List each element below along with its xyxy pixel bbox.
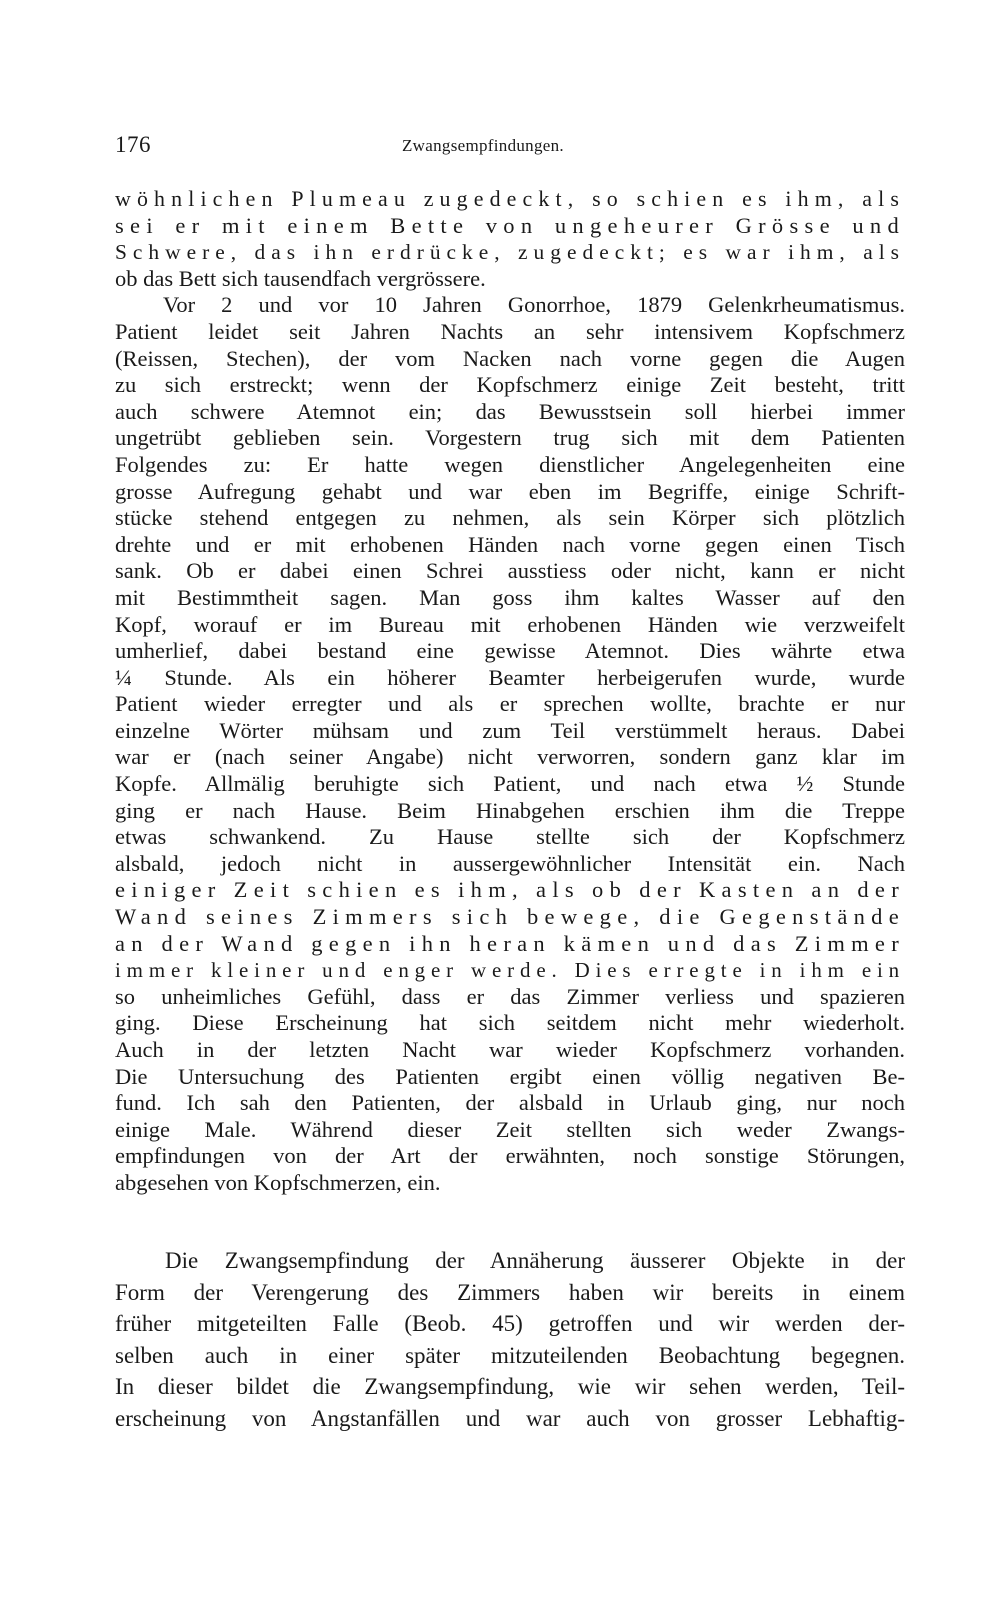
text-line: Kopf, worauf er im Bureau mit erhobenen Händen wie verzweifelt bbox=[115, 611, 905, 637]
text-line: Form der Verengerung des Zimmers haben wir bereits in einem bbox=[115, 1279, 905, 1305]
text-line: In dieser bildet die Zwangsempfindung, wie wir sehen werden, Teil- bbox=[115, 1374, 905, 1399]
text-line: einiger Zeit schien es ihm, als ob der Kasten an der bbox=[115, 877, 905, 903]
running-head bbox=[115, 132, 905, 166]
text-line: an der Wand gegen ihn heran kämen und das Zimmer bbox=[115, 930, 905, 956]
text-line: früher mitgeteilten Falle (Beob. 45) getroffen und wir werden der- bbox=[115, 1311, 905, 1336]
text-line: ging. Diese Erscheinung hat sich seitdem nicht mehr wiederholt. bbox=[115, 1010, 905, 1036]
text-line: Die Zwangsempfindung der Annäherung äusserer Objekte in der bbox=[165, 1248, 905, 1273]
text-line: alsbald, jedoch nicht in aussergewöhnlicher Intensität ein. Nach bbox=[115, 850, 905, 876]
text-line: empfindungen von der Art der erwähnten, noch sonstige Störungen, bbox=[115, 1143, 905, 1169]
text-line: stücke stehend entgegen zu nehmen, als sein Körper sich plötzlich bbox=[115, 505, 905, 531]
text-line: einige Male. Während dieser Zeit stellten sich weder Zwangs- bbox=[115, 1116, 905, 1142]
text-line: wöhnlichen Plumeau zugedeckt, so schien es ihm, als bbox=[115, 186, 905, 211]
text-line: Die Untersuchung des Patienten ergibt einen völlig negativen Be- bbox=[115, 1063, 905, 1089]
text-line: selben auch in einer später mitzuteilenden Beobachtung begegnen. bbox=[115, 1342, 905, 1368]
commentary-text bbox=[115, 1245, 905, 1434]
text-line: Kopfe. Allmälig beruhigte sich Patient, und nach etwa ½ Stunde bbox=[115, 771, 905, 797]
text-line: Vor 2 und vor 10 Jahren Gonorrhoe, 1879 Gelenkrheumatismus. bbox=[163, 292, 905, 318]
text-line: sank. Ob er dabei einen Schrei ausstiess oder nicht, kann er nicht bbox=[115, 558, 905, 584]
text-line: umherlief, dabei bestand eine gewisse Atemnot. Dies währte etwa bbox=[115, 638, 905, 664]
text-line: auch schwere Atemnot ein; das Bewusstsein soll hierbei immer bbox=[115, 398, 905, 424]
text-line: zu sich erstreckt; wenn der Kopfschmerz einige Zeit besteht, tritt bbox=[115, 372, 905, 398]
text-line: abgesehen von Kopfschmerzen, ein. bbox=[115, 1169, 441, 1195]
text-line: ¼ Stunde. Als ein höherer Beamter herbeigerufen wurde, wurde bbox=[115, 664, 905, 690]
text-line: sei er mit einem Bette von ungeheurer Grösse und bbox=[115, 212, 905, 238]
text-line: ungetrübt geblieben sein. Vorgestern trug sich mit dem Patienten bbox=[115, 425, 905, 451]
text-line: ob das Bett sich tausendfach vergrössere. bbox=[115, 265, 486, 291]
text-line: drehte und er mit erhobenen Händen nach vorne gegen einen Tisch bbox=[115, 531, 905, 557]
text-line: Schwere, das ihn erdrücke, zugedeckt; es war ihm, als bbox=[115, 240, 905, 265]
text-line: (Reissen, Stechen), der vom Nacken nach vorne gegen die Augen bbox=[115, 345, 905, 371]
case-report-text bbox=[115, 186, 905, 1197]
text-line: etwas schwankend. Zu Hause stellte sich der Kopfschmerz bbox=[115, 824, 905, 850]
page-number: 176 bbox=[115, 132, 151, 157]
text-line: Auch in der letzten Nacht war wieder Kopfschmerz vorhanden. bbox=[115, 1037, 905, 1062]
text-line: einzelne Wörter mühsam und zum Teil verstümmelt heraus. Dabei bbox=[115, 717, 905, 743]
text-line: Folgendes zu: Er hatte wegen dienstlicher Angelegenheiten eine bbox=[115, 451, 905, 477]
text-line: war er (nach seiner Angabe) nicht verworren, sondern ganz klar im bbox=[115, 744, 905, 770]
text-line: so unheimliches Gefühl, dass er das Zimmer verliess und spazieren bbox=[115, 983, 905, 1009]
text-line: fund. Ich sah den Patienten, der alsbald in Urlaub ging, nur noch bbox=[115, 1090, 905, 1116]
text-line: erscheinung von Angstanfällen und war auch von grosser Lebhaftig- bbox=[115, 1405, 905, 1431]
text-line: ging er nach Hause. Beim Hinabgehen erschien ihm die Treppe bbox=[115, 797, 905, 823]
text-line: Patient wieder erregter und als er sprechen wollte, brachte er nur bbox=[115, 691, 905, 717]
text-line: grosse Aufregung gehabt und war eben im Begriffe, einige Schrift- bbox=[115, 478, 905, 504]
text-line: mit Bestimmtheit sagen. Man goss ihm kaltes Wasser auf den bbox=[115, 584, 905, 610]
text-line: immer kleiner und enger werde. Dies erregte in ihm ein bbox=[115, 958, 905, 983]
text-line: Patient leidet seit Jahren Nachts an sehr intensivem Kopfschmerz bbox=[115, 318, 905, 344]
running-title: Zwangsempfindungen. bbox=[402, 136, 564, 155]
text-line: Wand seines Zimmers sich bewege, die Gegenstände bbox=[115, 904, 905, 930]
